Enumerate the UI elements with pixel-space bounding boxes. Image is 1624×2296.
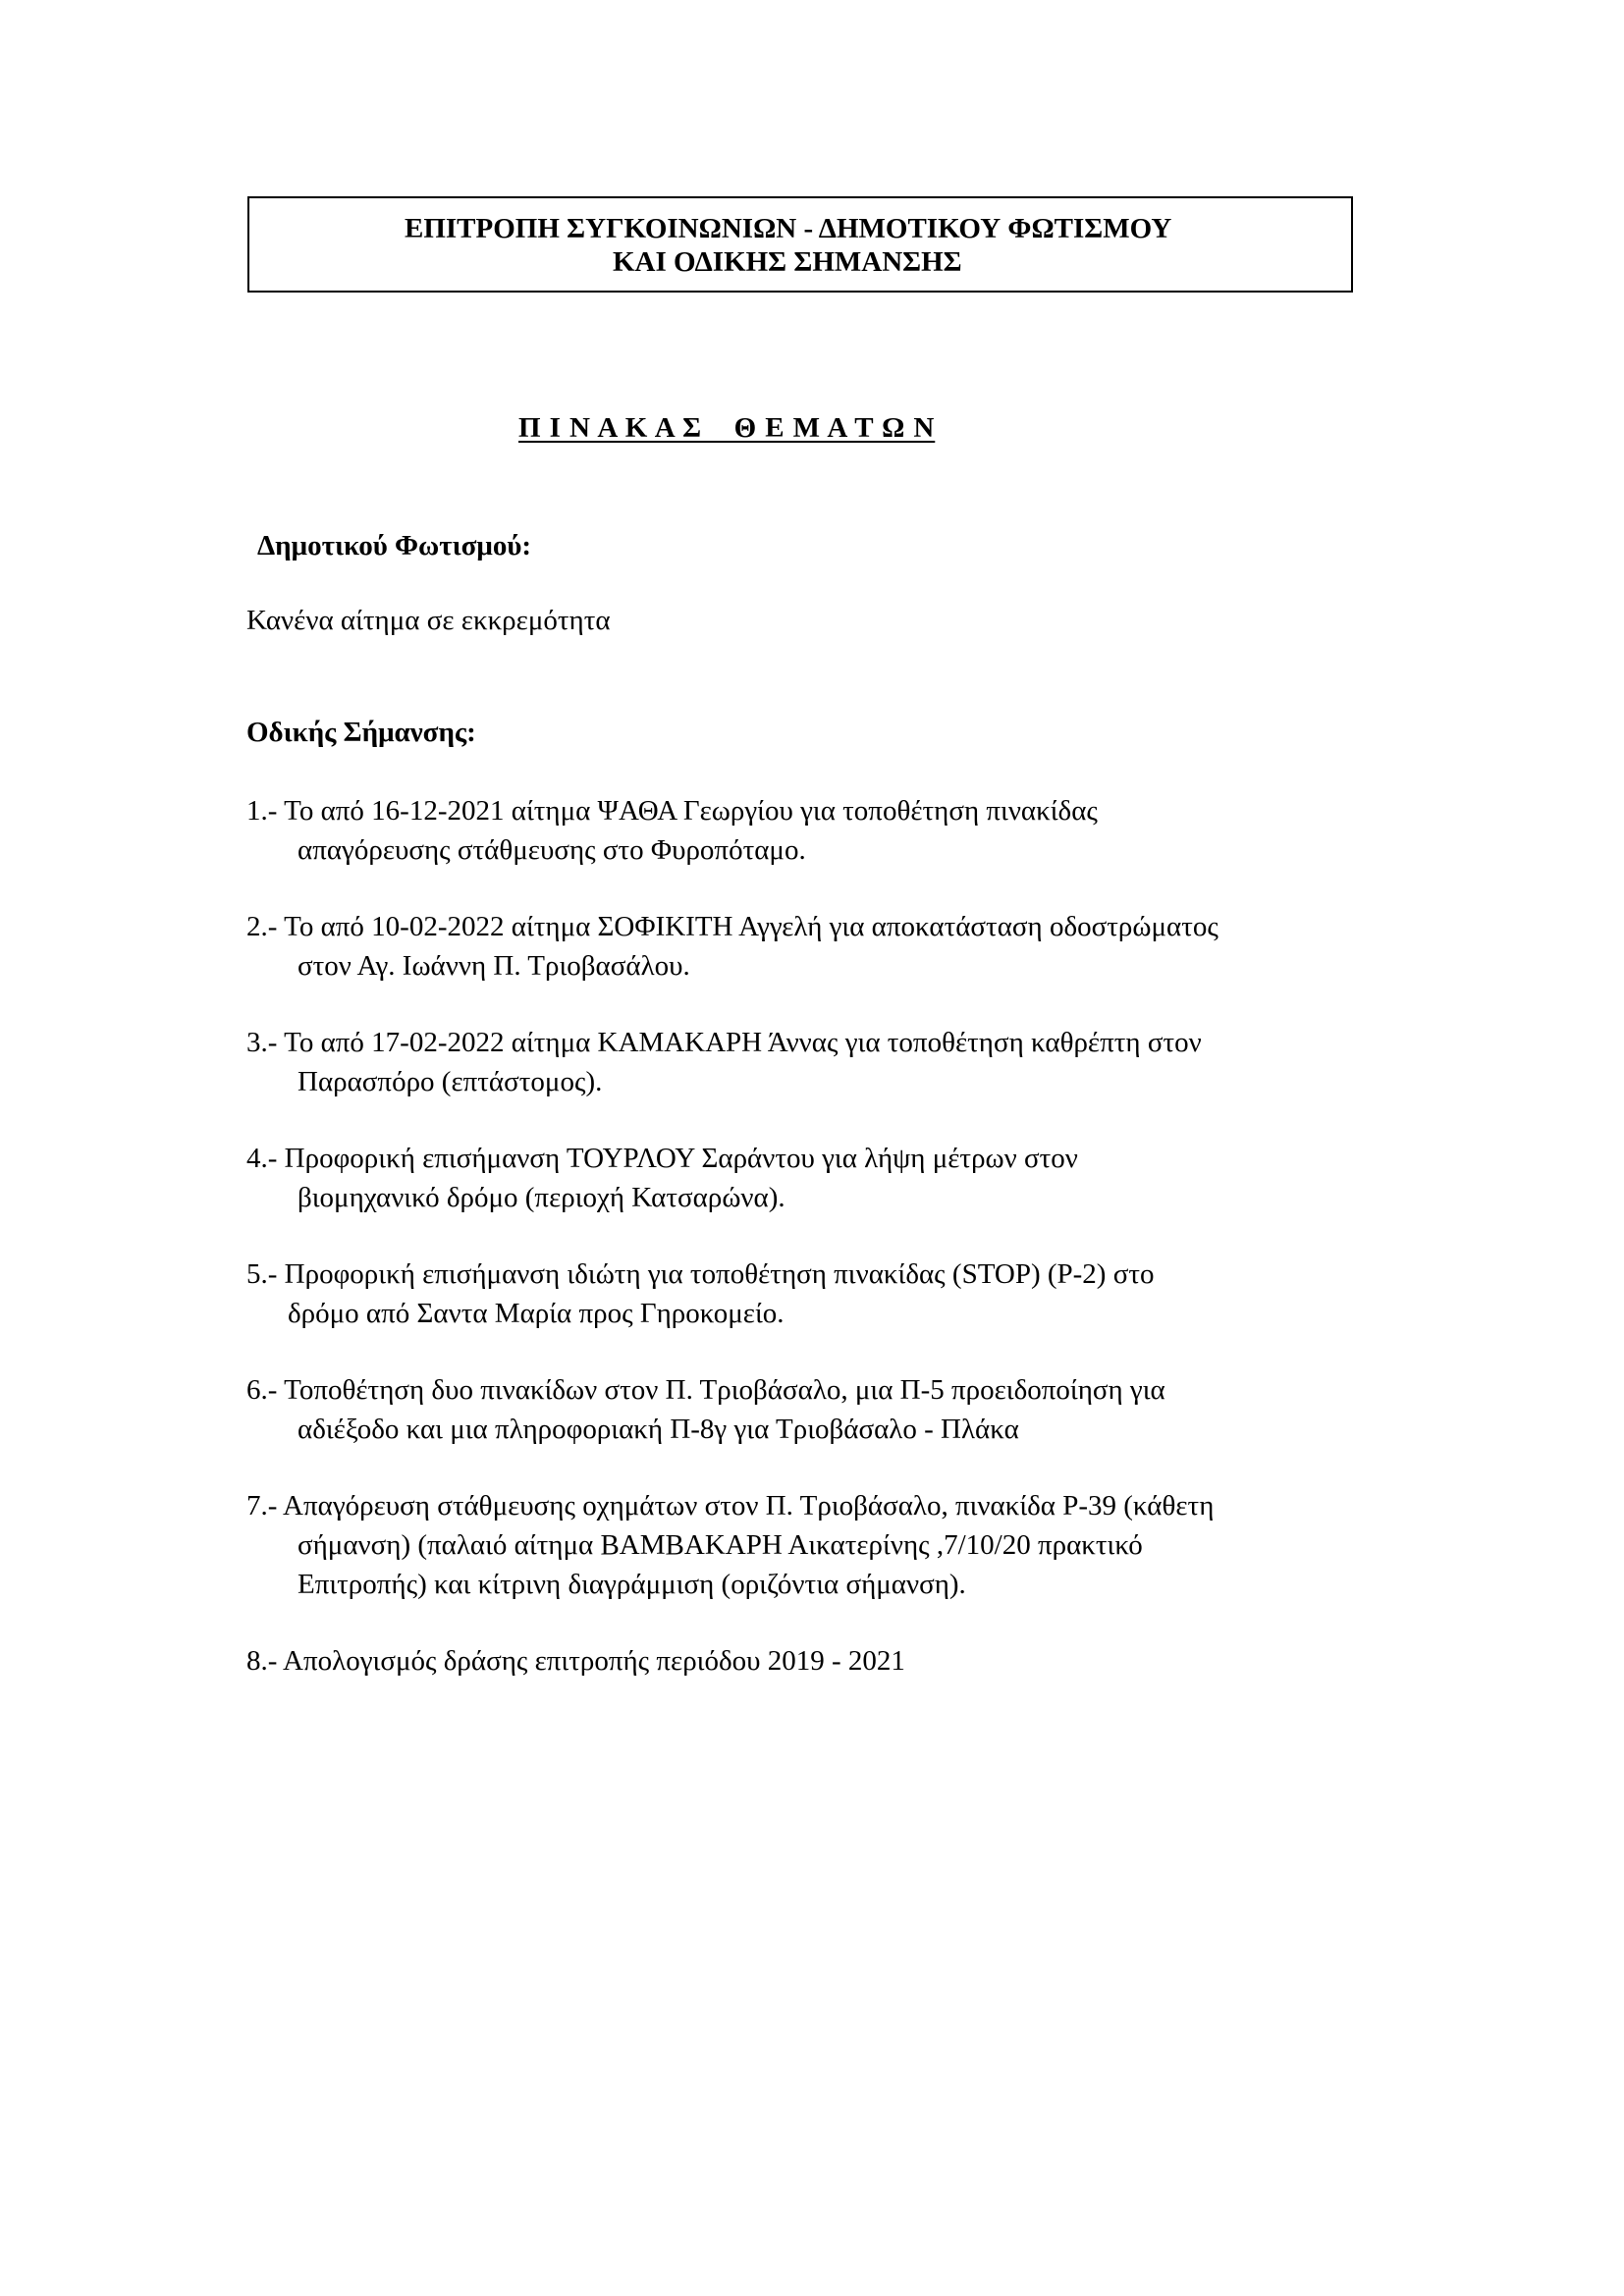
list-item	[246, 1139, 1405, 1217]
item-line: 3.- Το από 17-02-2022 αίτημα ΚΑΜΑΚΑΡΗ Άννας για τοποθέτηση καθρέπτη στον	[246, 1027, 1202, 1058]
item-line: Επιτροπής) και κίτρινη διαγράμμιση (οριζόντια σήμανση).	[298, 1569, 966, 1600]
item-line: απαγόρευσης στάθμευσης στο Φυροπόταμο.	[298, 834, 806, 866]
item-line: 1.- Το από 16-12-2021 αίτημα ΨΑΘΑ Γεωργίου για τοποθέτηση πινακίδας	[246, 795, 1098, 827]
list-item	[246, 791, 1405, 870]
item-line: αδιέξοδο και μια πληροφοριακή Π-8γ για Τριοβάσαλο - Πλάκα	[298, 1414, 1019, 1445]
list-item	[246, 1370, 1405, 1449]
item-line: 5.- Προφορική επισήμανση ιδιώτη για τοποθέτηση πινακίδας (STOP) (Ρ-2) στο	[246, 1258, 1155, 1290]
list-item	[246, 1641, 1405, 1681]
lighting-section-heading: Δημοτικού Φωτισμού:	[257, 530, 532, 561]
list-item	[246, 1255, 1405, 1333]
item-line: 6.- Τοποθέτηση δυο πινακίδων στον Π. Τριοβάσαλο, μια Π-5 προειδοποίηση για	[246, 1374, 1165, 1406]
item-line: 8.- Απολογισμός δράσης επιτροπής περιόδου 2019 - 2021	[246, 1645, 905, 1677]
item-line: Παρασπόρο (επτάστομος).	[298, 1066, 603, 1097]
item-line: σήμανση) (παλαιό αίτημα ΒΑΜΒΑΚΑΡΗ Αικατερίνης ,7/10/20 πρακτικό	[298, 1529, 1143, 1561]
committee-header-box	[247, 196, 1353, 293]
lighting-status-text: Κανένα αίτημα σε εκκρεμότητα	[246, 605, 611, 636]
item-line: 4.- Προφορική επισήμανση ΤΟΥΡΛΟΥ Σαράντου για λήψη μέτρων στον	[246, 1143, 1078, 1174]
item-line: 2.- Το από 10-02-2022 αίτημα ΣΟΦΙΚΙΤΗ Αγγελή για αποκατάσταση οδοστρώματος	[246, 911, 1218, 942]
list-item	[246, 907, 1405, 986]
item-line: δρόμο από Σαντα Μαρία προς Γηροκομείο.	[288, 1298, 785, 1329]
committee-name-line-2: ΚΑΙ ΟΔΙΚΗΣ ΣΗΜΑΝΣΗΣ	[613, 246, 962, 278]
signage-items-list	[246, 791, 1405, 1718]
signage-section-heading: Οδικής Σήμανσης:	[246, 717, 476, 748]
item-line: 7.- Απαγόρευση στάθμευσης οχημάτων στον Π. Τριοβάσαλο, πινακίδα Ρ-39 (κάθετη	[246, 1490, 1215, 1522]
list-item	[246, 1486, 1405, 1604]
index-title: Π Ι Ν Α Κ Α Σ Θ Ε Μ Α Τ Ω Ν	[518, 412, 936, 444]
committee-name-line-1: ΕΠΙΤΡΟΠΗ ΣΥΓΚΟΙΝΩΝΙΩΝ - ΔΗΜΟΤΙΚΟΥ ΦΩΤΙΣΜΟΥ	[405, 213, 1172, 244]
item-line: στον Αγ. Ιωάννη Π. Τριοβασάλου.	[298, 950, 690, 982]
item-line: βιομηχανικό δρόμο (περιοχή Κατσαρώνα).	[298, 1182, 785, 1213]
list-item	[246, 1023, 1405, 1101]
